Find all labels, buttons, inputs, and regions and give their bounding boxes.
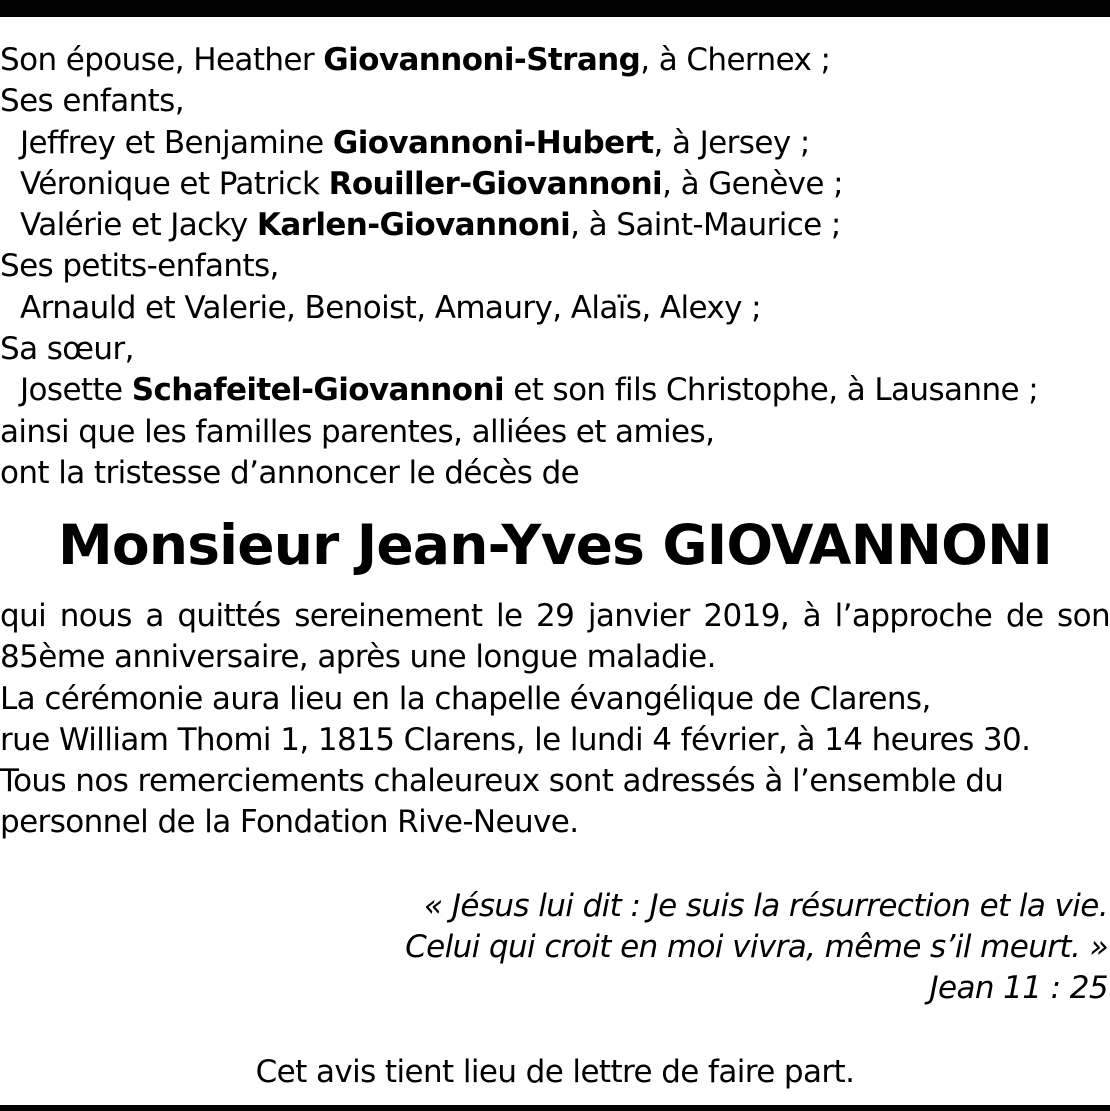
footer-notice: Cet avis tient lieu de lettre de faire part. (255, 1054, 855, 1090)
grandchildren-heading: Ses petits-enfants, (0, 248, 279, 285)
top-border-rule (0, 0, 1110, 17)
child-line (0, 123, 1110, 164)
bottom-border-rule (0, 1105, 1110, 1111)
spouse-line (0, 40, 1110, 81)
relatives-line: ainsi que les familles parentes, alliées et amies, (0, 413, 715, 450)
quote-reference: Jean 11 : 25 (929, 970, 1108, 1006)
child-names: Valérie et Jacky (20, 207, 257, 244)
child-location: , à Jersey ; (653, 124, 810, 161)
details-paragraph (0, 596, 1110, 844)
quote-line: « Jésus lui dit : Je suis la résurrection et la vie. (424, 888, 1108, 924)
family-list (0, 40, 1110, 494)
child-surname: Karlen-Giovannoni (256, 207, 571, 244)
children-heading: Ses enfants, (0, 83, 184, 120)
thanks-line: Tous nos remerciements chaleureux sont adressés à l’ensemble du (0, 763, 1004, 800)
child-location: , à Genève ; (662, 165, 843, 202)
child-line (0, 164, 1110, 205)
sister-location: et son fils Christophe, à Lausanne ; (503, 372, 1039, 409)
child-surname: Rouiller-Giovannoni (328, 165, 663, 202)
child-line (0, 205, 1110, 246)
spouse-surname: Giovannoni-Strang (323, 42, 641, 78)
thanks-line: personnel de la Fondation Rive-Neuve. (0, 804, 579, 841)
details-line: qui nous a quittés sereinement le 29 janvier 2019, à l’approche de son (0, 598, 1110, 634)
announcement-line: ont la tristesse d’annoncer le décès de (0, 454, 580, 491)
bible-quote (208, 886, 1108, 1009)
sister-surname: Schafeitel-Giovannoni (131, 372, 504, 409)
sister-line (0, 370, 1110, 411)
sister-heading: Sa sœur, (0, 331, 134, 368)
grandchildren-line: Arnauld et Valerie, Benoist, Amaury, Alaïs, Alexy ; (20, 289, 761, 326)
details-line: 85ème anniversaire, après une longue maladie. (0, 639, 716, 676)
child-surname: Giovannoni-Hubert (332, 124, 654, 161)
ceremony-address-line: rue William Thomi 1, 1815 Clarens, le lundi 4 février, à 14 heures 30. (0, 721, 1031, 758)
ceremony-line: La cérémonie aura lieu en la chapelle évangélique de Clarens, (0, 680, 931, 717)
sister-first-name: Josette (20, 372, 132, 409)
child-location: , à Saint-Maurice ; (570, 207, 841, 244)
child-names: Jeffrey et Benjamine (20, 124, 333, 161)
child-names: Véronique et Patrick (20, 165, 329, 202)
spouse-intro: Son épouse, Heather (0, 42, 324, 78)
spouse-location: , à Chernex ; (640, 42, 831, 78)
quote-line: Celui qui croit en moi vivra, même s’il meurt. » (405, 929, 1108, 965)
deceased-name-heading: Monsieur Jean-Yves GIOVANNONI (57, 513, 1053, 577)
